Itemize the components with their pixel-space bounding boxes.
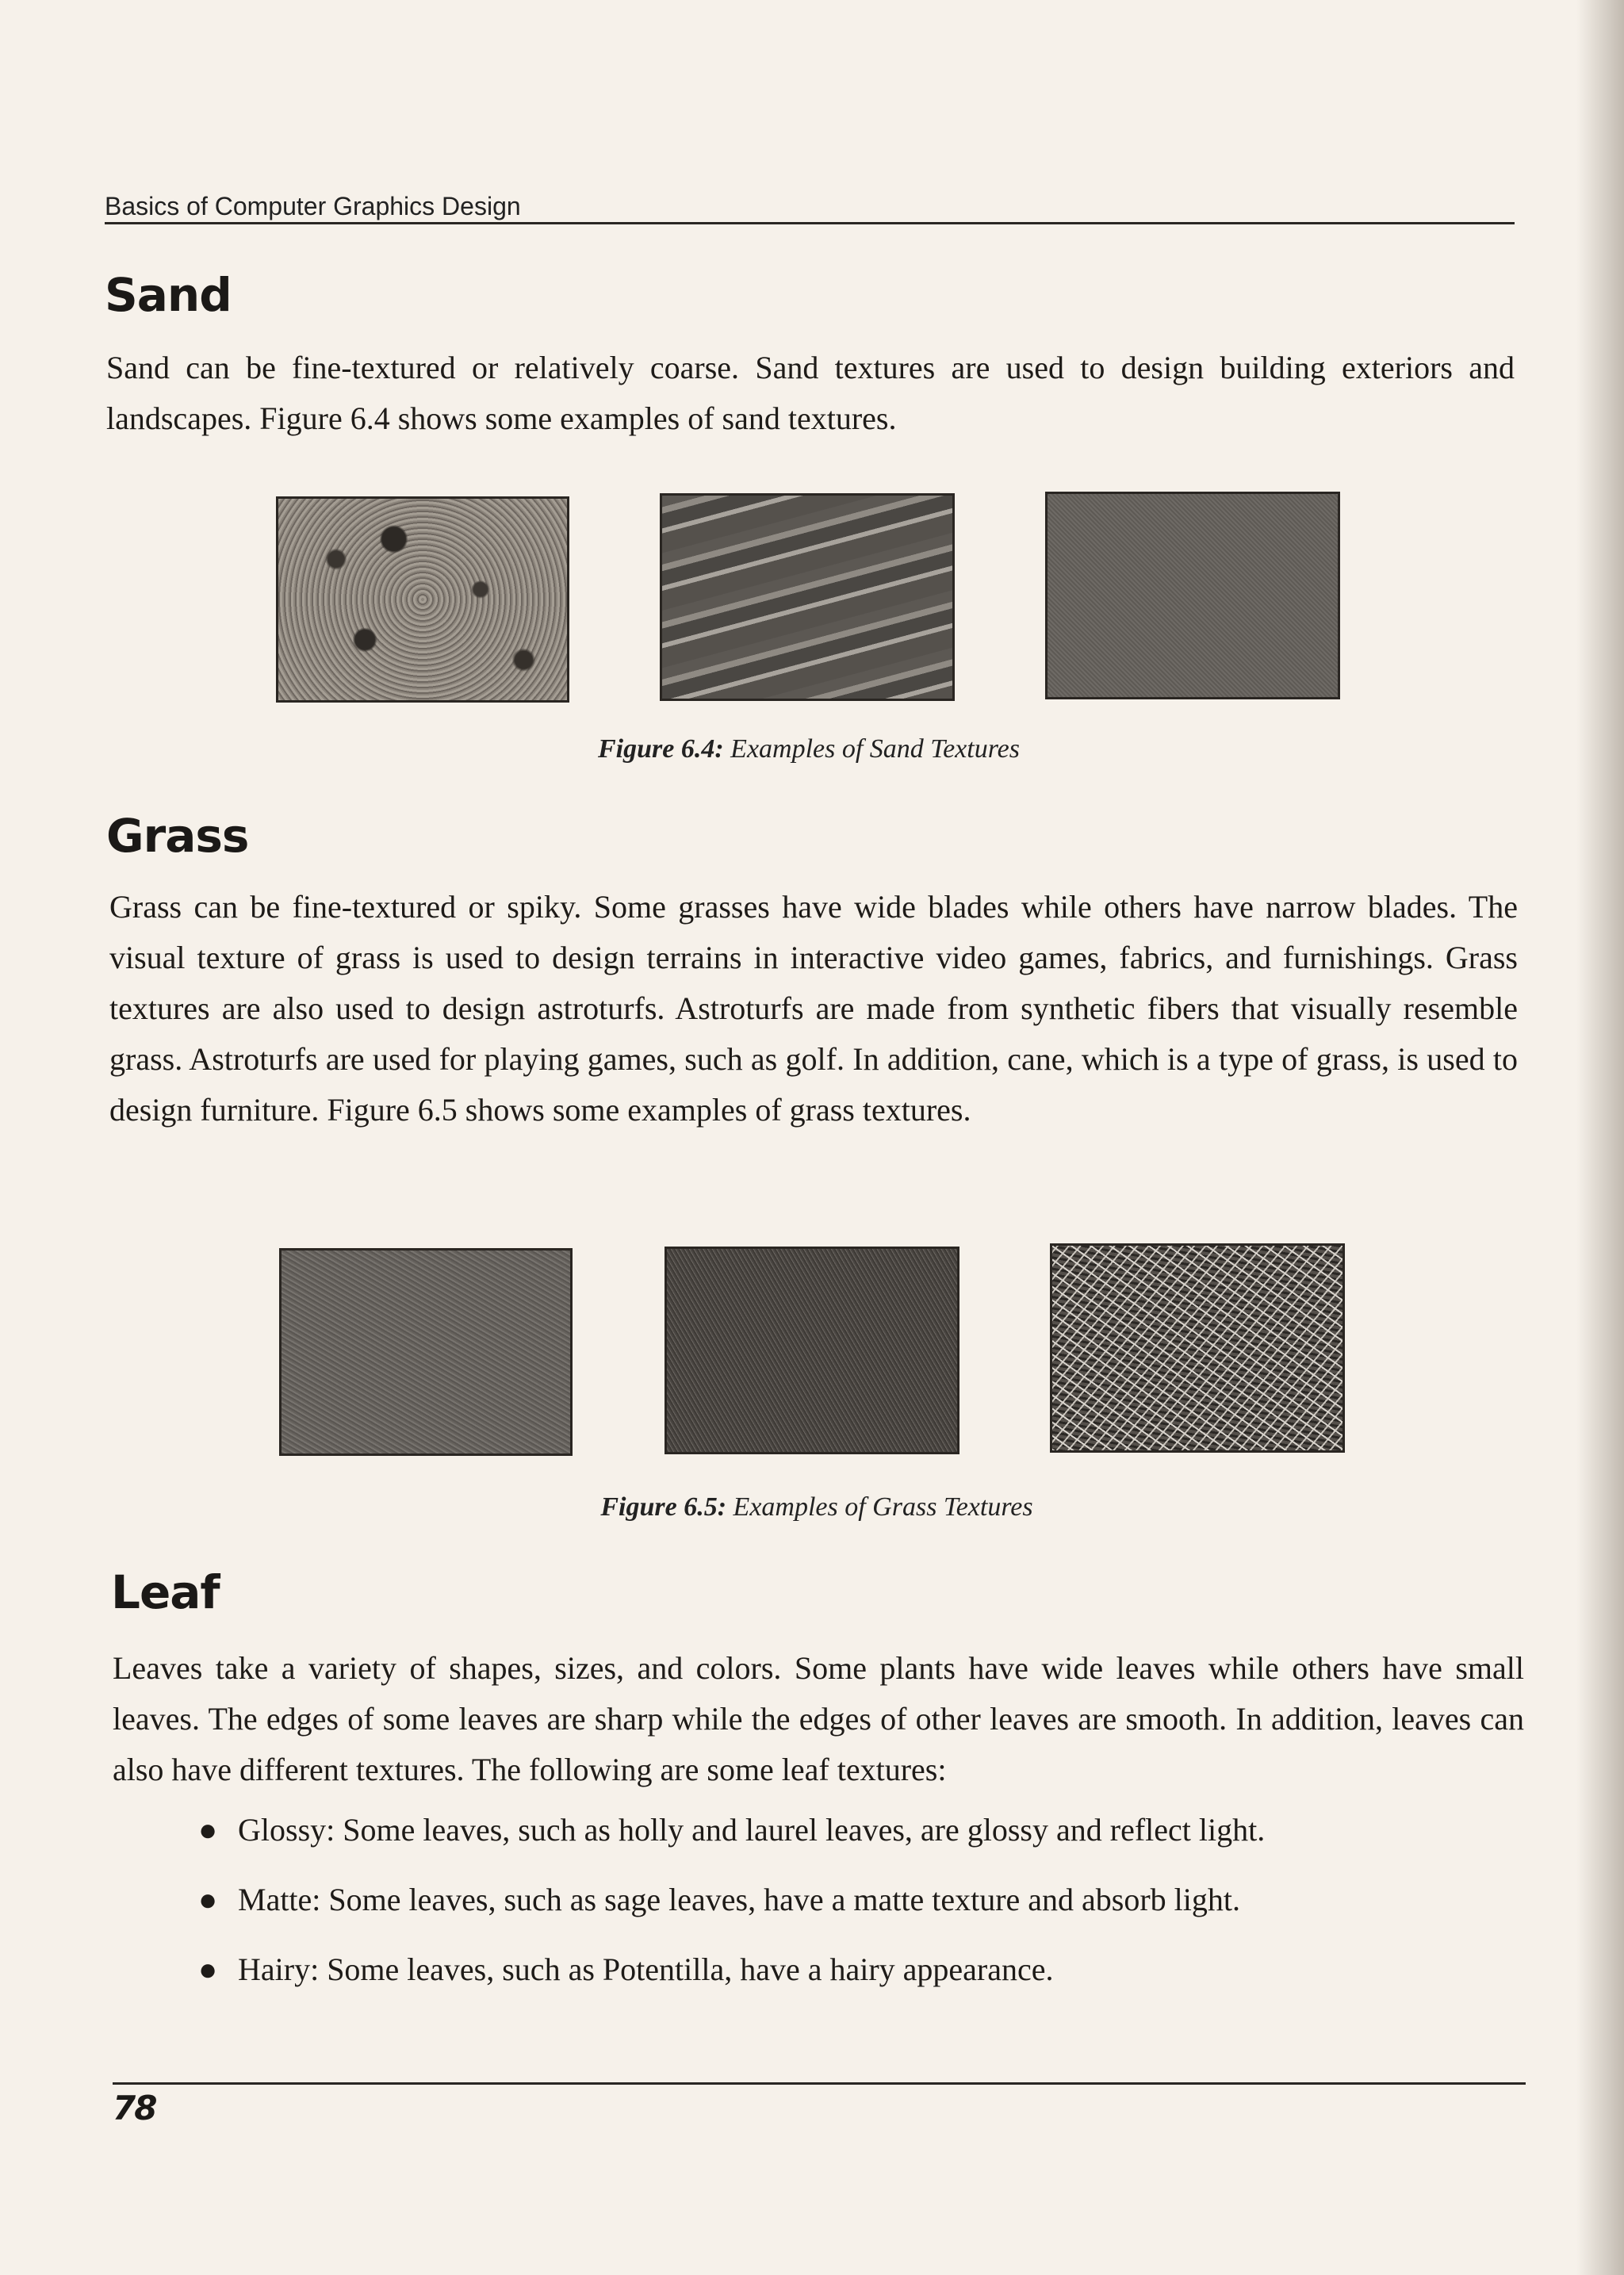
- grass-texture-image-1: [279, 1248, 573, 1456]
- leaf-heading: Leaf: [111, 1565, 220, 1619]
- header-rule: [105, 222, 1515, 224]
- figure-6-4-label: Figure 6.4:: [597, 734, 724, 764]
- figure-6-5-label: Figure 6.5:: [600, 1492, 727, 1522]
- running-header: Basics of Computer Graphics Design: [105, 192, 521, 220]
- list-item: [198, 1811, 1530, 1849]
- sand-paragraph: Sand can be fine-textured or relatively coarse. Sand textures are used to design building exteriors and landscapes. Figure 6.4 shows some examples of sand textures.: [106, 350, 1515, 436]
- sand-texture-image-1: [276, 496, 569, 703]
- list-item: [198, 1951, 1530, 1989]
- page-edge-shadow: [1576, 0, 1624, 2275]
- bullet-icon: ●: [198, 1951, 218, 1987]
- sand-texture-image-2: [660, 493, 955, 701]
- figure-6-5-text: Examples of Grass Textures: [733, 1492, 1033, 1522]
- footer-rule: [113, 2082, 1526, 2085]
- list-item-text: Glossy: Some leaves, such as holly and laurel leaves, are glossy and reflect light.: [238, 1812, 1266, 1848]
- list-item-text: Hairy: Some leaves, such as Potentilla, have a hairy appearance.: [238, 1951, 1054, 1987]
- page-number: 78: [113, 2089, 156, 2128]
- grass-texture-image-2: [665, 1247, 959, 1454]
- leaf-paragraph: Leaves take a variety of shapes, sizes, and colors. Some plants have wide leaves while others have small leaves. The edges of some leaves are sharp while the edges of other leaves are smooth. In addition, leaves can also have different textures. The following are some leaf textures:: [113, 1650, 1524, 1787]
- grass-heading: Grass: [106, 809, 249, 863]
- sand-heading: Sand: [105, 268, 232, 322]
- grass-paragraph: Grass can be fine-textured or spiky. Some grasses have wide blades while others have narrow blades. The visual texture of grass is used to design terrains in interactive video games, fabrics, and furnishings. Grass textures are also used to design astroturfs. Astroturfs are made from synthetic fibers that visually resemble grass. Astroturfs are used for playing games, such as golf. In addition, cane, which is a type of grass, is used to design furniture. Figure 6.5 shows some examples of grass textures.: [109, 889, 1518, 1128]
- list-item: [198, 1881, 1530, 1919]
- figure-6-4-caption: [396, 734, 1221, 764]
- leaf-texture-list: [198, 1811, 1530, 2020]
- sand-texture-image-3: [1045, 492, 1340, 699]
- figure-6-4-text: Examples of Sand Textures: [730, 734, 1021, 764]
- bullet-icon: ●: [198, 1812, 218, 1848]
- bullet-icon: ●: [198, 1882, 218, 1917]
- figure-6-5-caption: [404, 1492, 1229, 1522]
- grass-texture-image-3: [1050, 1243, 1345, 1453]
- list-item-text: Matte: Some leaves, such as sage leaves, have a matte texture and absorb light.: [238, 1882, 1241, 1917]
